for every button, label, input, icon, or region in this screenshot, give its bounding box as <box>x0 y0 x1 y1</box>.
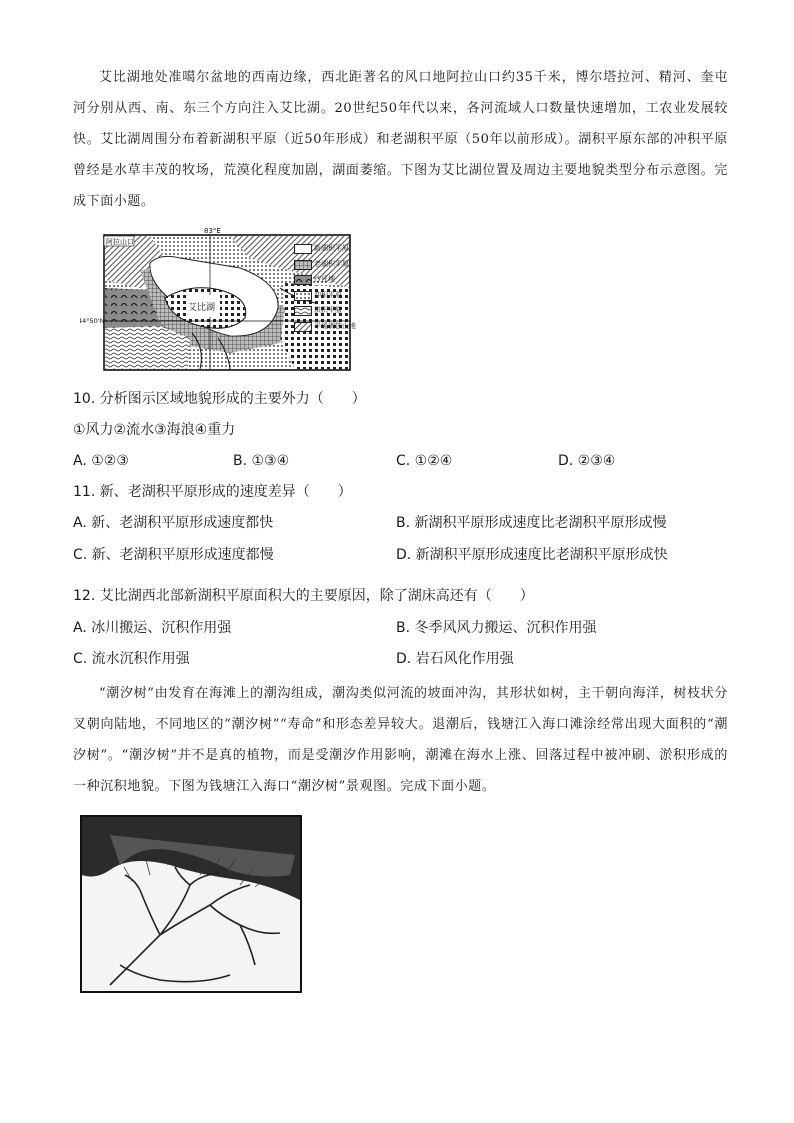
question-12-option-b[interactable]: B. 冬季风风力搬运、沉积作用强 <box>396 620 597 636</box>
question-10-option-d[interactable]: D. ②③④ <box>558 453 616 469</box>
legend-new-lacustrine-plain <box>294 243 374 259</box>
map-label-lon: 83°E <box>204 228 221 235</box>
map-label-lake: 艾比湖 <box>188 303 216 313</box>
legend-label: 冲积平原 <box>314 290 342 299</box>
question-10-option-c[interactable]: C. ①②④ <box>396 453 453 469</box>
question-11-option-b[interactable]: B. 新湖积平原形成速度比老湖积平原形成慢 <box>396 515 667 531</box>
question-12-option-a[interactable]: A. 冰川搬运、沉积作用强 <box>73 620 232 636</box>
question-12-stem: 12. 艾比湖西北部新湖积平原面积大的主要原因，除了湖床高还有（ ） <box>73 588 534 604</box>
tidal-tree-photo <box>80 815 302 993</box>
legend-label: 沙丘地 <box>314 275 335 283</box>
legend-label: 老湖积平原 <box>314 259 349 268</box>
question-10-option-a[interactable]: A. ①②③ <box>73 453 129 469</box>
question-12-option-d[interactable]: D. 岩石风化作用强 <box>396 651 514 667</box>
legend-swatch-grid <box>294 260 312 270</box>
passage-aibi-lake-text: 艾比湖地处准噶尔盆地的西南边缘，西北距著名的风口地阿拉山口约35千米，博尔塔拉河、精河、奎屯河分别从西、南、东三个方向注入艾比湖。20世纪50年代以来，各河流域人口数量快速增加，工农业发展较快。艾比湖周围分布着新湖积平原（近50年形成）和老湖积平原（50年以前形成）。湖积平原东部的冲积平原曾经是水草丰茂的牧场，荒漠化程度加剧，湖面萎缩。下图为艾比湖位置及周边主要地貌类型分布示意图。完成下面小题。 <box>73 70 728 209</box>
legend-swatch-dots <box>294 291 312 301</box>
legend-swatch-waves <box>294 306 312 316</box>
question-10-stem: 10. 分析图示区域地貌形成的主要外力（ ） <box>73 391 366 407</box>
legend-label: 平缓剥蚀山地 <box>314 321 356 330</box>
legend-label: 新湖积平原 <box>314 244 349 252</box>
question-11-option-d[interactable]: D. 新湖积平原形成速度比老湖积平原形成快 <box>396 547 668 563</box>
map-label-pass: 阿拉山口 <box>106 238 134 246</box>
legend-alluvial-plain <box>294 290 374 306</box>
question-11-stem: 11. 新、老湖积平原形成的速度差异（ ） <box>73 484 352 500</box>
legend-dunes <box>294 274 374 290</box>
tidal-tree-image <box>80 815 302 993</box>
passage-tidal-tree-text: “潮汐树”由发育在海滩上的潮沟组成，潮沟类似河流的坡面冲沟，其形状如树，主干朝向海洋，树枝状分叉朝向陆地，不同地区的“潮汐树”“寿命”和形态差异较大。退潮后，钱塘江入海口滩涂经常出现大面积的“潮汐树”。“潮汐树”并不是真的植物，而是受潮汐作用影响，潮滩在海水上涨、回落过程中被冲刷、淤积形成的一种沉积地貌。下图为钱塘江入海口“潮汐树”景观图。完成下面小题。 <box>73 686 728 794</box>
passage-aibi-lake <box>73 62 728 217</box>
legend-swatch-hatch <box>294 322 312 332</box>
map-legend <box>294 243 374 336</box>
legend-diluvial-plain <box>294 305 374 321</box>
legend-swatch-blank <box>294 244 312 254</box>
question-11-option-c[interactable]: C. 新、老湖积平原形成速度都慢 <box>73 547 274 563</box>
legend-eroded-mountain <box>294 321 374 337</box>
legend-label: 洪积平原 <box>314 306 342 314</box>
question-10-option-b[interactable]: B. ①③④ <box>233 453 290 469</box>
question-11-option-a[interactable]: A. 新、老湖积平原形成速度都快 <box>73 515 274 531</box>
question-12-option-c[interactable]: C. 流水沉积作用强 <box>73 651 190 667</box>
map-label-lat: 44°50'N <box>80 317 105 325</box>
legend-old-lacustrine-plain <box>294 259 374 275</box>
question-10-choices: ①风力②流水③海浪④重力 <box>73 422 236 438</box>
legend-swatch-dunes <box>294 275 312 285</box>
passage-tidal-tree <box>73 678 728 802</box>
